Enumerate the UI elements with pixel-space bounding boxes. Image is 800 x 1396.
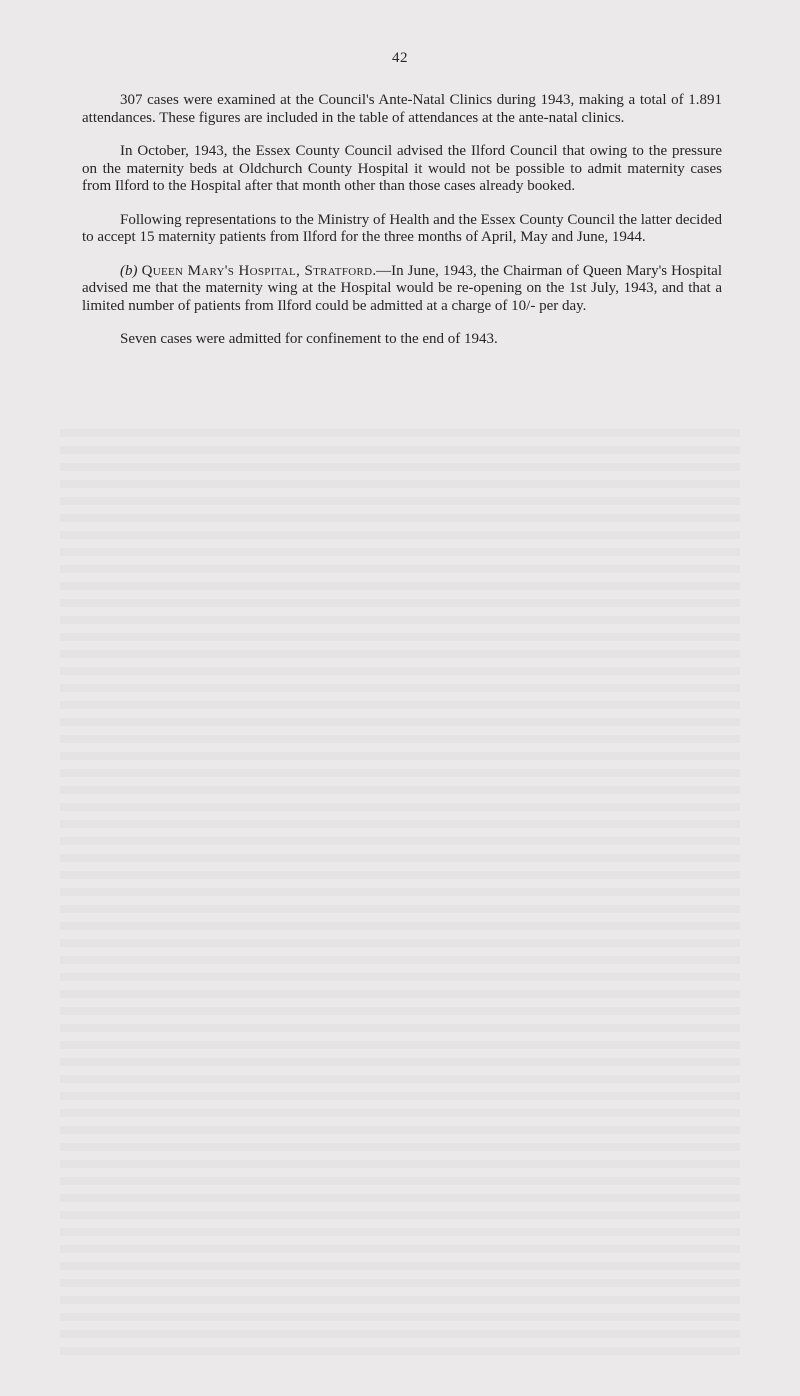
body-text: [82, 92, 722, 365]
paragraph-seven-cases: Seven cases were admitted for confinement to the end of 1943.: [120, 331, 498, 347]
section-heading: Queen Mary's Hospital, Stratford: [141, 262, 373, 279]
paragraph-antenatal-cases: 307 cases were examined at the Council's Ante-Natal Clinics during 1943, making a total of 1.891 attendances. These figures are included in the table of attendances at the ante-natal clinics.: [82, 92, 722, 126]
paragraph-ministry-representations: Following representations to the Ministry of Health and the Essex County Council the latter decided to accept 15 maternity patients from Ilford for the three months of April, May and June, 1944.: [82, 211, 722, 245]
paragraph-essex-october: In October, 1943, the Essex County Council advised the Ilford Council that owing to the pressure on the maternity beds at Oldchurch County Hospital it would not be possible to admit maternity cases from Ilford to the Hospital after that month other than those cases already booked.: [82, 143, 722, 194]
page-number: 42: [392, 50, 408, 66]
section-marker: (b): [120, 262, 138, 279]
bleed-through-texture: [60, 420, 740, 1360]
paragraph-queen-marys-hospital: [82, 263, 722, 316]
paragraph-queen-marys-text: .—In June, 1943, the Chairman of Queen Mary's Hospital advised me that the maternity wing at the Hospital would be re-opening on the 1st July, 1943, and that a limited number of patients from Ilford could be admitted at a charge of 10/- per day.: [82, 262, 722, 314]
